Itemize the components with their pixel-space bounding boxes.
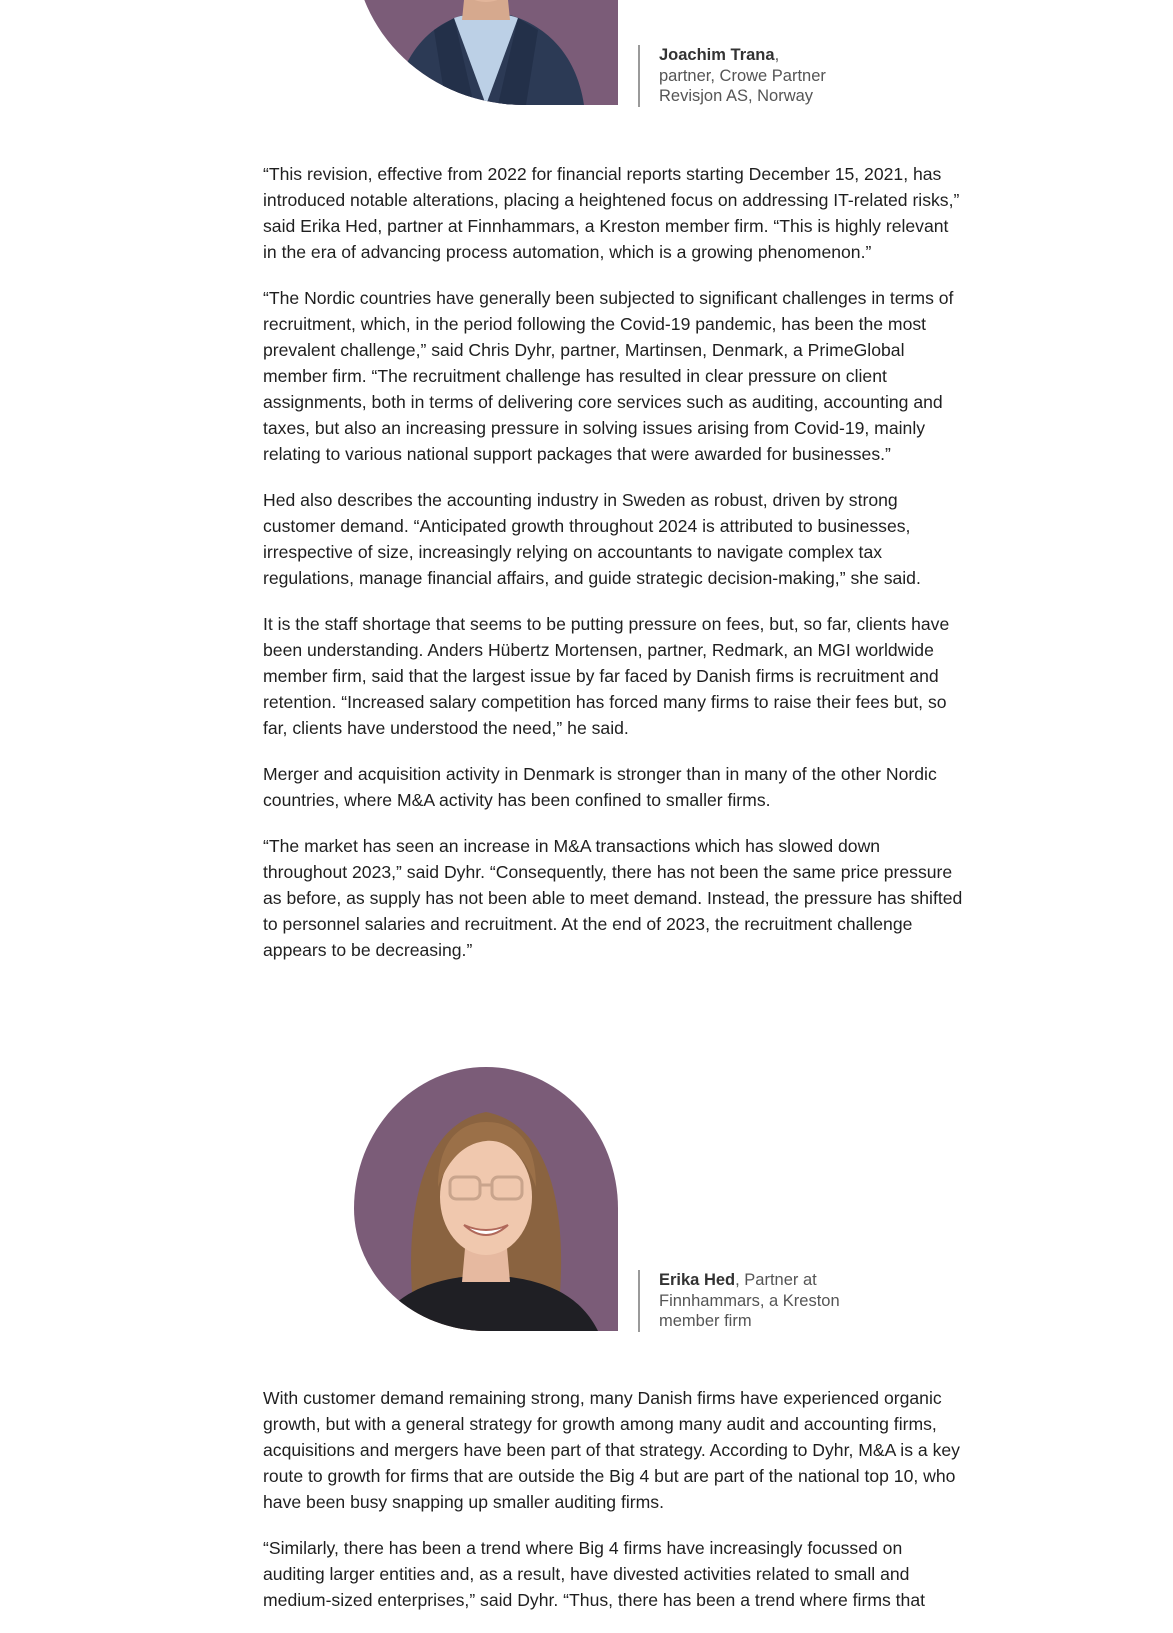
article-paragraph: With customer demand remaining strong, many Danish firms have experienced organic growth, but with a general strategy for growth among many audit and accounting firms, acquisitions and mergers have been part of that strategy. According to Dyhr, M&A is a key route to growth for firms that are outside the Big 4 but are part of the national top 10, who have been busy snapping up smaller auditing firms. <box>263 1388 960 1512</box>
article-paragraph: Merger and acquisition activity in Denmark is stronger than in many of the other Nordic countries, where M&A activity has been confined to smaller firms. <box>263 764 937 810</box>
person-photo-icon <box>354 1067 618 1331</box>
article-paragraph: “The Nordic countries have generally been subjected to significant challenges in terms of recruitment, which, in the period following the Covid-19 pandemic, has been the most prevalent challenge,” said Chris Dyhr, partner, Martinsen, Denmark, a PrimeGlobal member firm. “The recruitment challenge has resulted in clear pressure on client assignments, both in terms of delivering core services such as auditing, accounting and taxes, but also an increasing pressure in solving issues arising from Covid-19, mainly relating to various national support packages that were awarded for businesses.” <box>263 288 954 464</box>
profile-name: Erika Hed <box>659 1271 736 1289</box>
profile-name: Joachim Trana <box>659 46 775 64</box>
portrait-erika-hed <box>354 1067 618 1331</box>
person-photo-icon <box>354 0 618 105</box>
article-paragraph: “Similarly, there has been a trend where Big 4 firms have increasingly focussed on auditing larger entities and, as a result, have divested activities related to small and medium-sized enterprises,” said Dyhr. “Thus, there has been a trend where firms that <box>263 1538 926 1610</box>
profile-caption-erika-hed <box>638 1270 879 1332</box>
profile-role: , partner, Crowe Partner Revisjon AS, Norway <box>659 46 826 105</box>
article-paragraph: Hed also describes the accounting industry in Sweden as robust, driven by strong customer demand. “Anticipated growth throughout 2024 is attributed to businesses, irrespective of size, increasingly relying on accountants to navigate complex tax regulations, manage financial affairs, and guide strategic decision-making,” she said. <box>263 490 921 588</box>
article-paragraph: “The market has seen an increase in M&A transactions which has slowed down throughout 2023,” said Dyhr. “Consequently, there has not been the same price pressure as before, as supply has not been able to meet demand. Instead, the pressure has shifted to personnel salaries and recruitment. At the end of 2023, the recruitment challenge appears to be decreasing.” <box>263 836 963 960</box>
article-paragraph: “This revision, effective from 2022 for financial reports starting December 15, 2021, has introduced notable alterations, placing a heightened focus on addressing IT-related risks,” said Erika Hed, partner at Finnhammars, a Kreston member firm. “This is highly relevant in the era of advancing process automation, which is a growing phenomenon.” <box>263 164 960 262</box>
article-paragraph: It is the staff shortage that seems to be putting pressure on fees, but, so far, clients have been understanding. Anders Hübertz Mortensen, partner, Redmark, an MGI worldwide member firm, said that the largest issue by far faced by Danish firms is recruitment and retention. “Increased salary competition has forced many firms to raise their fees but, so far, clients have understood the need,” he said. <box>263 614 950 738</box>
profile-role: , Partner at Finnhammars, a Kreston member firm <box>659 1271 840 1330</box>
portrait-joachim-trana <box>354 0 618 105</box>
article-section-2 <box>263 1385 963 1633</box>
article-section-1 <box>263 161 963 983</box>
profile-caption-joachim-trana <box>638 45 879 107</box>
